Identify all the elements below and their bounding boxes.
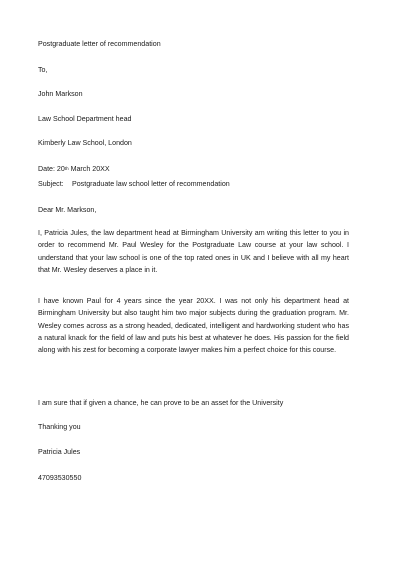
date-label: Date: 20 [38,165,65,173]
letter-heading: Postgraduate letter of recommendation [38,40,161,48]
paragraph-body: I have known Paul for 4 years since the year 20XX. I was not only his department head at Birmingham University but also taught him two major subjects during the graduation program. Mr. Wesley comes across as a strong headed, dedicated, intelligent and hardworking student who has a natural knack for the field of law and puts his best at whatever he does. His passion for the field along with his zest for becoming a corporate lawyer makes him a perfect choice for this course. [38,297,349,355]
date-rest: March 20XX [68,165,110,173]
paragraph-introduction: I, Patricia Jules, the law department head at Birmingham University am writing this letter to you in order to recommend Mr. Paul Wesley for the Postgraduate Law course at your law school. I understand that your law school is one of the top rated ones in UK and I believe with all my heart that Mr. Wesley deserves a place in it. [38,229,349,274]
paragraph-conclusion: I am sure that if given a chance, he can prove to be an asset for the University [38,399,284,407]
date-suffix: th [64,166,69,171]
subject-line [38,180,230,189]
signatory-name: Patricia Jules [38,448,81,456]
recipient-title: Law School Department head [38,115,132,123]
date-line [38,165,110,174]
to-line: To, [38,66,48,74]
recipient-organization: Kimberly Law School, London [38,139,132,147]
recipient-name: John Markson [38,90,83,98]
salutation: Dear Mr. Markson, [38,206,97,214]
phone-number: 47093530550 [38,474,82,482]
closing: Thanking you [38,423,81,431]
subject-label: Subject: [38,180,64,188]
subject-text: Postgraduate law school letter of recommendation [72,180,230,188]
